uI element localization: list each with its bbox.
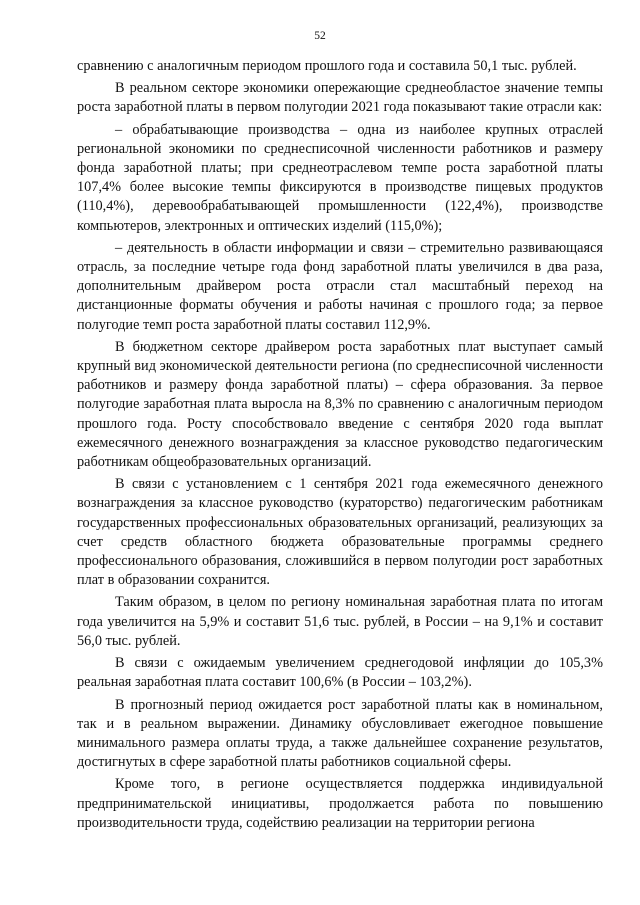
paragraph-budget-sector: В бюджетном секторе драйвером роста заработных плат выступает самый крупный вид экономической деятельности региона (по среднесписочной численности работников и размеру фонда заработной платы) – сфера образования. За первое полугодие заработная плата выросла на 8,3% по сравнению с аналогичным периодом прошлого года. Росту способствовало введение с сентября 2020 года выплат ежемесячного денежного вознаграждения за классное руководство педагогическим работникам общеобразовательных организаций. — [77, 338, 603, 471]
paragraph-nominal-wage: Таким образом, в целом по региону номинальная заработная плата по итогам года увеличится на 5,9% и составит 51,6 тыс. рублей, в России – на 9,1% и составит 56,0 тыс. рублей. — [77, 594, 603, 649]
paragraph-class-supervision: В связи с установлением с 1 сентября 2021 года ежемесячного денежного вознаграждения за классное руководство (кураторство) педагогическим работникам государственных профессиональных образовательных организаций, реализующих за счет средств областного бюджета образовательные программы среднего профессионального образования, сложившийся в первом полугодии рост заработных плат в образовании сохранится. — [77, 476, 603, 589]
paragraph-entrepreneurship: Кроме того, в регионе осуществляется поддержка индивидуальной предпринимательской инициативы, продолжается работа по повышению производительности труда, содействию реализации на территории региона — [77, 776, 603, 831]
paragraph-continuation: сравнению с аналогичным периодом прошлого года и составила 50,1 тыс. рублей. — [77, 58, 577, 74]
list-item-manufacturing: – обрабатывающие производства – одна из наиболее крупных отраслей региональной экономики по среднесписочной численности работников и размеру фонда заработной платы; при среднеотраслевом темпе роста заработной платы 107,4% более высокие темпы фиксируются в производстве пищевых продуктов (110,4%), деревообрабатывающей промышленности (122,4%), производстве компьютеров, электронных и оптических изделий (115,0%); — [77, 121, 603, 234]
paragraph-real-wage: В связи с ожидаемым увеличением среднегодовой инфляции до 105,3% реальная заработная плата составит 100,6% (в России – 103,2%). — [77, 655, 603, 691]
list-item-it-communications: – деятельность в области информации и связи – стремительно развивающаяся отрасль, за последние четыре года фонд заработной платы увеличился в два раза, дополнительным драйвером роста отрасли стал масштабный переход на дистанционные форматы обучения и работы начиная с прошлого года; за первое полугодие темп роста заработной платы составил 112,9%. — [77, 239, 603, 333]
paragraph-real-sector: В реальном секторе экономики опережающие среднеобластое значение темпы роста заработной платы в первом полугодии 2021 года показывают такие отрасли как: — [77, 80, 603, 116]
page-body — [77, 57, 603, 836]
paragraph-forecast: В прогнозный период ожидается рост заработной платы как в номинальном, так и в реальном выражении. Динамику обусловливает ежегодное повышение минимального размера оплаты труда, а также дальнейшее сохранение результатов, достигнутых в сфере заработной платы работников социальной сферы. — [77, 696, 603, 771]
page-number: 52 — [314, 30, 326, 42]
